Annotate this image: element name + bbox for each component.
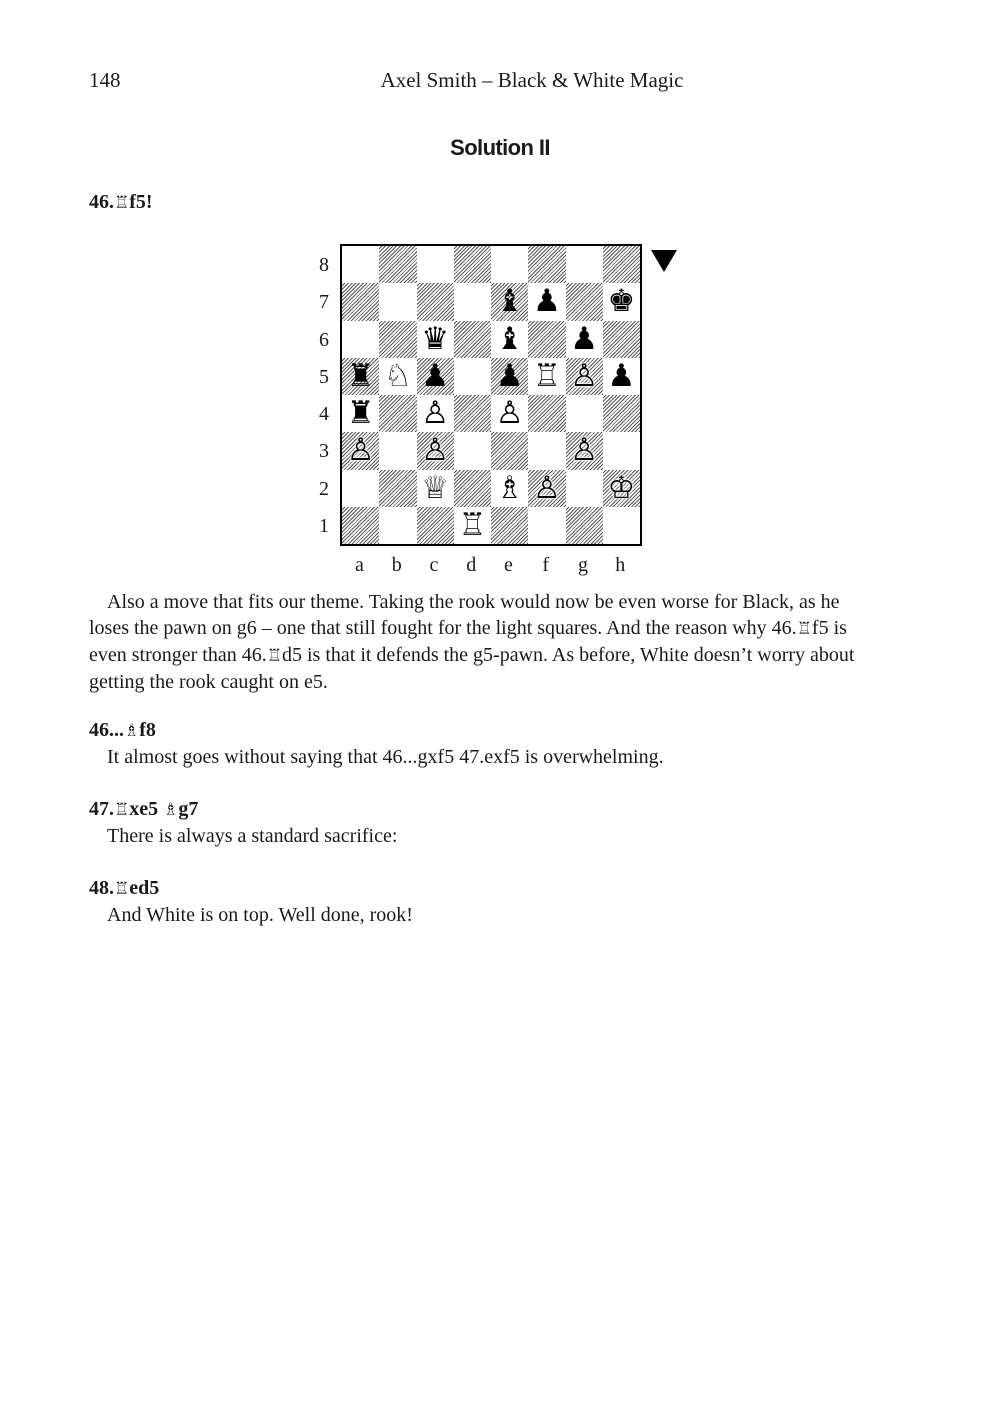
board-square-d3 [454, 432, 491, 469]
move-number: 46... [89, 719, 124, 741]
board-square-b6 [379, 321, 416, 358]
rank-label: 2 [319, 477, 329, 500]
move-text: xe5 [129, 798, 164, 820]
comment-48: And White is on top. Well done, rook! [107, 904, 413, 926]
board-square-d5 [454, 358, 491, 395]
rook-glyph-icon: ♖ [796, 619, 812, 639]
book-title: Axel Smith – Black & White Magic [380, 68, 684, 92]
black-pawn-icon: ♟ [532, 283, 561, 320]
move-heading-48 [89, 877, 159, 900]
move-number: 48. [89, 877, 114, 899]
section-title: Solution II [450, 135, 550, 160]
move-text: f5! [129, 191, 153, 213]
move-number: 46. [89, 191, 114, 213]
board-square-b8 [379, 246, 416, 283]
board-square-a2 [342, 470, 379, 507]
board-square-f1 [528, 507, 565, 544]
white-rook-icon: ♖ [532, 357, 561, 394]
board-square-e3 [491, 432, 528, 469]
rook-glyph-icon: ♖ [266, 646, 282, 666]
board-square-d4 [454, 395, 491, 432]
move-heading-46b [89, 719, 156, 742]
white-pawn-icon: ♙ [421, 432, 450, 469]
white-queen-icon: ♕ [421, 469, 450, 506]
move-text: g7 [178, 798, 199, 820]
black-rook-icon: ♜ [346, 357, 375, 394]
white-pawn-icon: ♙ [570, 357, 599, 394]
board-square-b1 [379, 507, 416, 544]
black-to-move-triangle-icon [651, 250, 677, 272]
move-heading-46 [89, 191, 153, 214]
board-square-d6 [454, 321, 491, 358]
running-head [89, 68, 895, 98]
black-pawn-icon: ♟ [570, 320, 599, 357]
file-label: c [429, 554, 439, 576]
move-heading-47 [89, 798, 198, 821]
paragraph-line: getting the rook caught on e5. [89, 671, 328, 693]
board-square-h3 [603, 432, 640, 469]
board-square-f4 [528, 395, 565, 432]
board-square-e8 [491, 246, 528, 283]
board-square-h8 [603, 246, 640, 283]
board-square-g7 [566, 283, 603, 320]
white-knight-icon: ♘ [383, 357, 412, 394]
board-square-h1 [603, 507, 640, 544]
black-pawn-icon: ♟ [607, 357, 636, 394]
bishop-glyph-icon: ♗ [124, 721, 140, 741]
file-label: d [466, 554, 477, 576]
white-king-icon: ♔ [607, 469, 636, 506]
black-king-icon: ♚ [607, 283, 636, 320]
board-square-g4 [566, 395, 603, 432]
rank-label: 7 [319, 291, 329, 314]
white-rook-icon: ♖ [458, 506, 487, 543]
board-square-b2 [379, 470, 416, 507]
white-pawn-icon: ♙ [570, 432, 599, 469]
file-label: a [355, 554, 364, 576]
board-square-b7 [379, 283, 416, 320]
board-square-g8 [566, 246, 603, 283]
rank-label: 4 [319, 403, 329, 425]
rank-label: 6 [319, 328, 329, 351]
board-square-d7 [454, 283, 491, 320]
board-square-f6 [528, 321, 565, 358]
board-square-h4 [603, 395, 640, 432]
move-text: f8 [139, 719, 156, 741]
rook-glyph-icon: ♖ [114, 800, 130, 820]
board-square-a6 [342, 321, 379, 358]
paragraph-line: even stronger than 46.♖d5 is that it defends the g5-pawn. As before, White doesn’t worry about [89, 642, 895, 669]
file-label: e [504, 554, 513, 576]
comment-46b: It almost goes without saying that 46...gxf5 47.exf5 is overwhelming. [107, 746, 664, 768]
file-label: h [615, 554, 626, 576]
black-bishop-icon: ♝ [495, 283, 524, 320]
board-square-g1 [566, 507, 603, 544]
black-queen-icon: ♛ [421, 320, 450, 357]
board-square-h6 [603, 321, 640, 358]
page-number: 148 [89, 68, 121, 92]
white-pawn-icon: ♙ [532, 469, 561, 506]
file-label: f [542, 554, 550, 576]
white-pawn-icon: ♙ [346, 432, 375, 469]
board-square-a8 [342, 246, 379, 283]
rook-glyph-icon: ♖ [114, 193, 130, 213]
board-square-b4 [379, 395, 416, 432]
white-bishop-icon: ♗ [495, 469, 524, 506]
move-number: 47. [89, 798, 114, 820]
board-square-d8 [454, 246, 491, 283]
file-label: g [578, 554, 588, 576]
board-square-f3 [528, 432, 565, 469]
rank-label: 5 [319, 365, 329, 388]
rank-label: 8 [319, 254, 329, 276]
paragraph-line: Also a move that fits our theme. Taking the rook would now be even worse for Black, as he [107, 591, 840, 613]
board-square-g2 [566, 470, 603, 507]
white-pawn-icon: ♙ [495, 395, 524, 431]
board-square-c7 [417, 283, 454, 320]
rank-label: 1 [319, 514, 329, 537]
move-text: ed5 [129, 877, 160, 899]
board-square-c1 [417, 507, 454, 544]
rank-label: 3 [319, 440, 329, 463]
board-square-b3 [379, 432, 416, 469]
chess-board [340, 244, 642, 546]
rook-glyph-icon: ♖ [114, 879, 130, 899]
bishop-glyph-icon: ♗ [163, 800, 179, 820]
board-square-a7 [342, 283, 379, 320]
black-pawn-icon: ♟ [421, 357, 450, 394]
file-label: b [391, 554, 402, 576]
board-square-c8 [417, 246, 454, 283]
board-square-e1 [491, 507, 528, 544]
black-bishop-icon: ♝ [495, 320, 524, 357]
board-square-a1 [342, 507, 379, 544]
white-pawn-icon: ♙ [421, 395, 450, 431]
comment-47: There is always a standard sacrifice: [107, 825, 398, 847]
board-square-f8 [528, 246, 565, 283]
paragraph-line: loses the pawn on g6 – one that still fought for the light squares. And the reason why 46.♖f5 is [89, 615, 895, 642]
black-rook-icon: ♜ [346, 395, 375, 431]
paragraph-explanation [89, 589, 895, 695]
black-pawn-icon: ♟ [495, 357, 524, 394]
board-square-d2 [454, 470, 491, 507]
